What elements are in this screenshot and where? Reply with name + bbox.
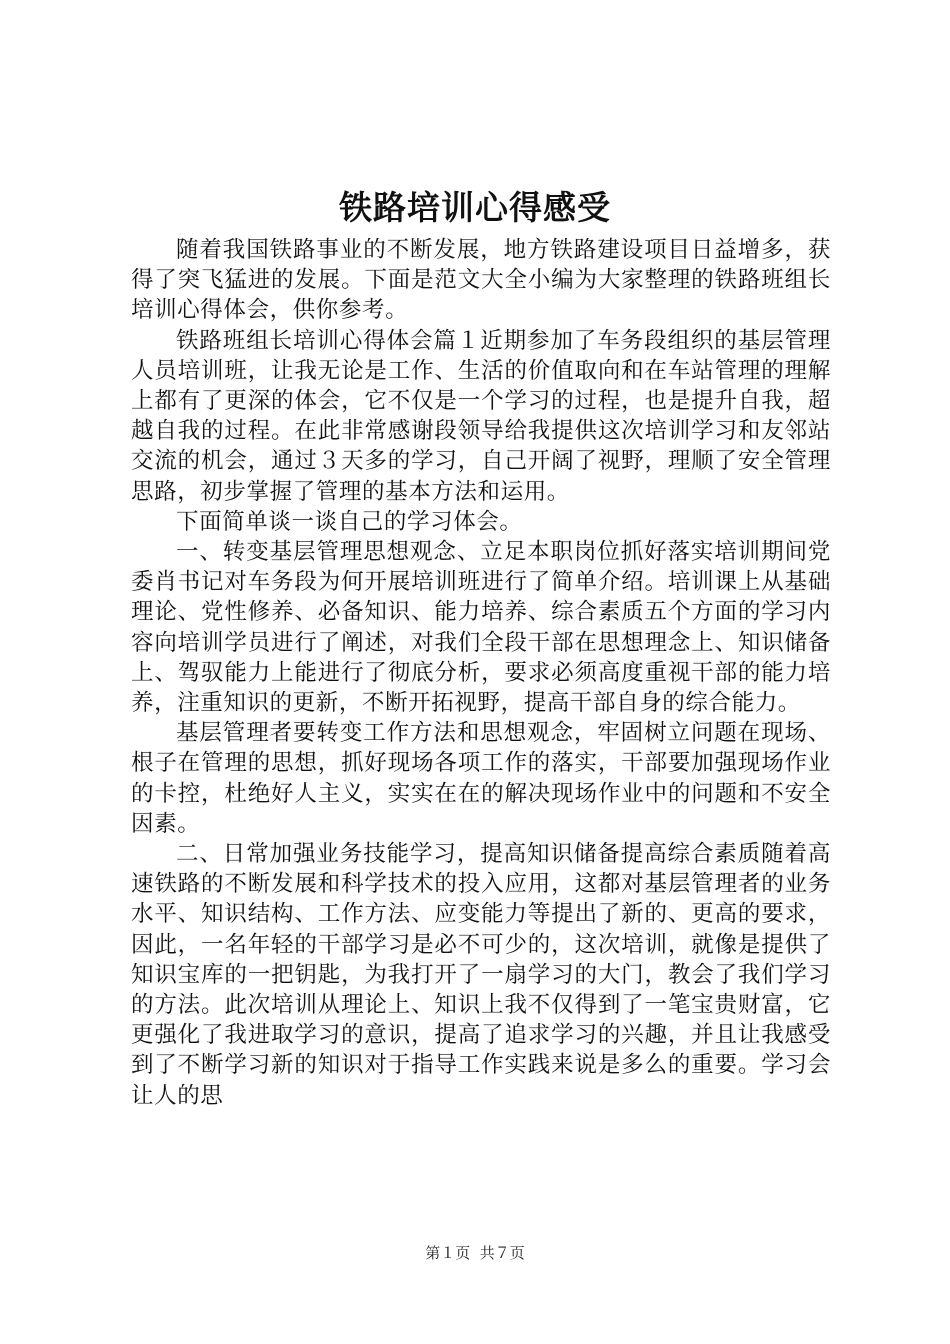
paragraph-section-2: 二、日常加强业务技能学习，提高知识储备提高综合素质随着高速铁路的不断发展和科学技术的投入应用，这都对基层管理者的业务水平、知识结构、工作方法、应变能力等提出了新的、更高的要求，因此，一名年轻的干部学习是必不可少的，这次培训，就像是提供了知识宝库的一把钥匙，为我打开了一扇学习的大门，教会了我们学习的方法。此次培训从理论上、知识上我不仅得到了一笔宝贵财富，它更强化了我进取学习的意识，提高了追求学习的兴趣，并且让我感受到了不断学习新的知识对于指导工作实践来说是多么的重要。学习会让人的思 xyxy=(131,841,831,1109)
paragraph-article-1: 铁路班组长培训心得体会篇１近期参加了车务段组织的基层管理人员培训班，让我无论是工作、生活的价值取向和在车站管理的理解上都有了更深的体会，它不仅是一个学习的过程，也是提升自我，超越自我的过程。在此非常感谢段领导给我提供这次培训学习和友邻站交流的机会，通过３天多的学习，自己开阔了视野，理顺了安全管理思路，初步掌握了管理的基本方法和运用。 xyxy=(131,327,831,505)
paragraph-intro: 随着我国铁路事业的不断发展，地方铁路建设项目日益增多，获得了突飞猛进的发展。下面是范文大全小编为大家整理的铁路班组长培训心得体会，供你参考。 xyxy=(131,237,831,324)
paragraph-section-1-detail: 基层管理者要转变工作方法和思想观念，牢固树立问题在现场、根子在管理的思想，抓好现场各项工作的落实，干部要加强现场作业的卡控，杜绝好人主义，实实在在的解决现场作业中的问题和不安全因素。 xyxy=(131,720,831,837)
paragraph-transition: 下面简单谈一谈自己的学习体会。 xyxy=(176,508,523,535)
paragraph-section-1: 一、转变基层管理思想观念、立足本职岗位抓好落实培训期间党委肖书记对车务段为何开展培训班进行了简单介绍。培训课上从基础理论、党性修养、必备知识、能力培养、综合素质五个方面的学习内容向培训学员进行了阐述，对我们全段干部在思想理念上、知识储备上、驾驭能力上能进行了彻底分析，要求必须高度重视干部的能力培养，注重知识的更新，不断开拓视野，提高干部自身的综合能力。 xyxy=(131,539,831,717)
document-body xyxy=(131,235,831,1111)
document-title: 铁路培训心得感受 xyxy=(339,188,611,227)
page-number: 第１页 xyxy=(425,1244,471,1262)
page-footer xyxy=(0,1242,950,1264)
page-total: 共７页 xyxy=(479,1244,525,1262)
